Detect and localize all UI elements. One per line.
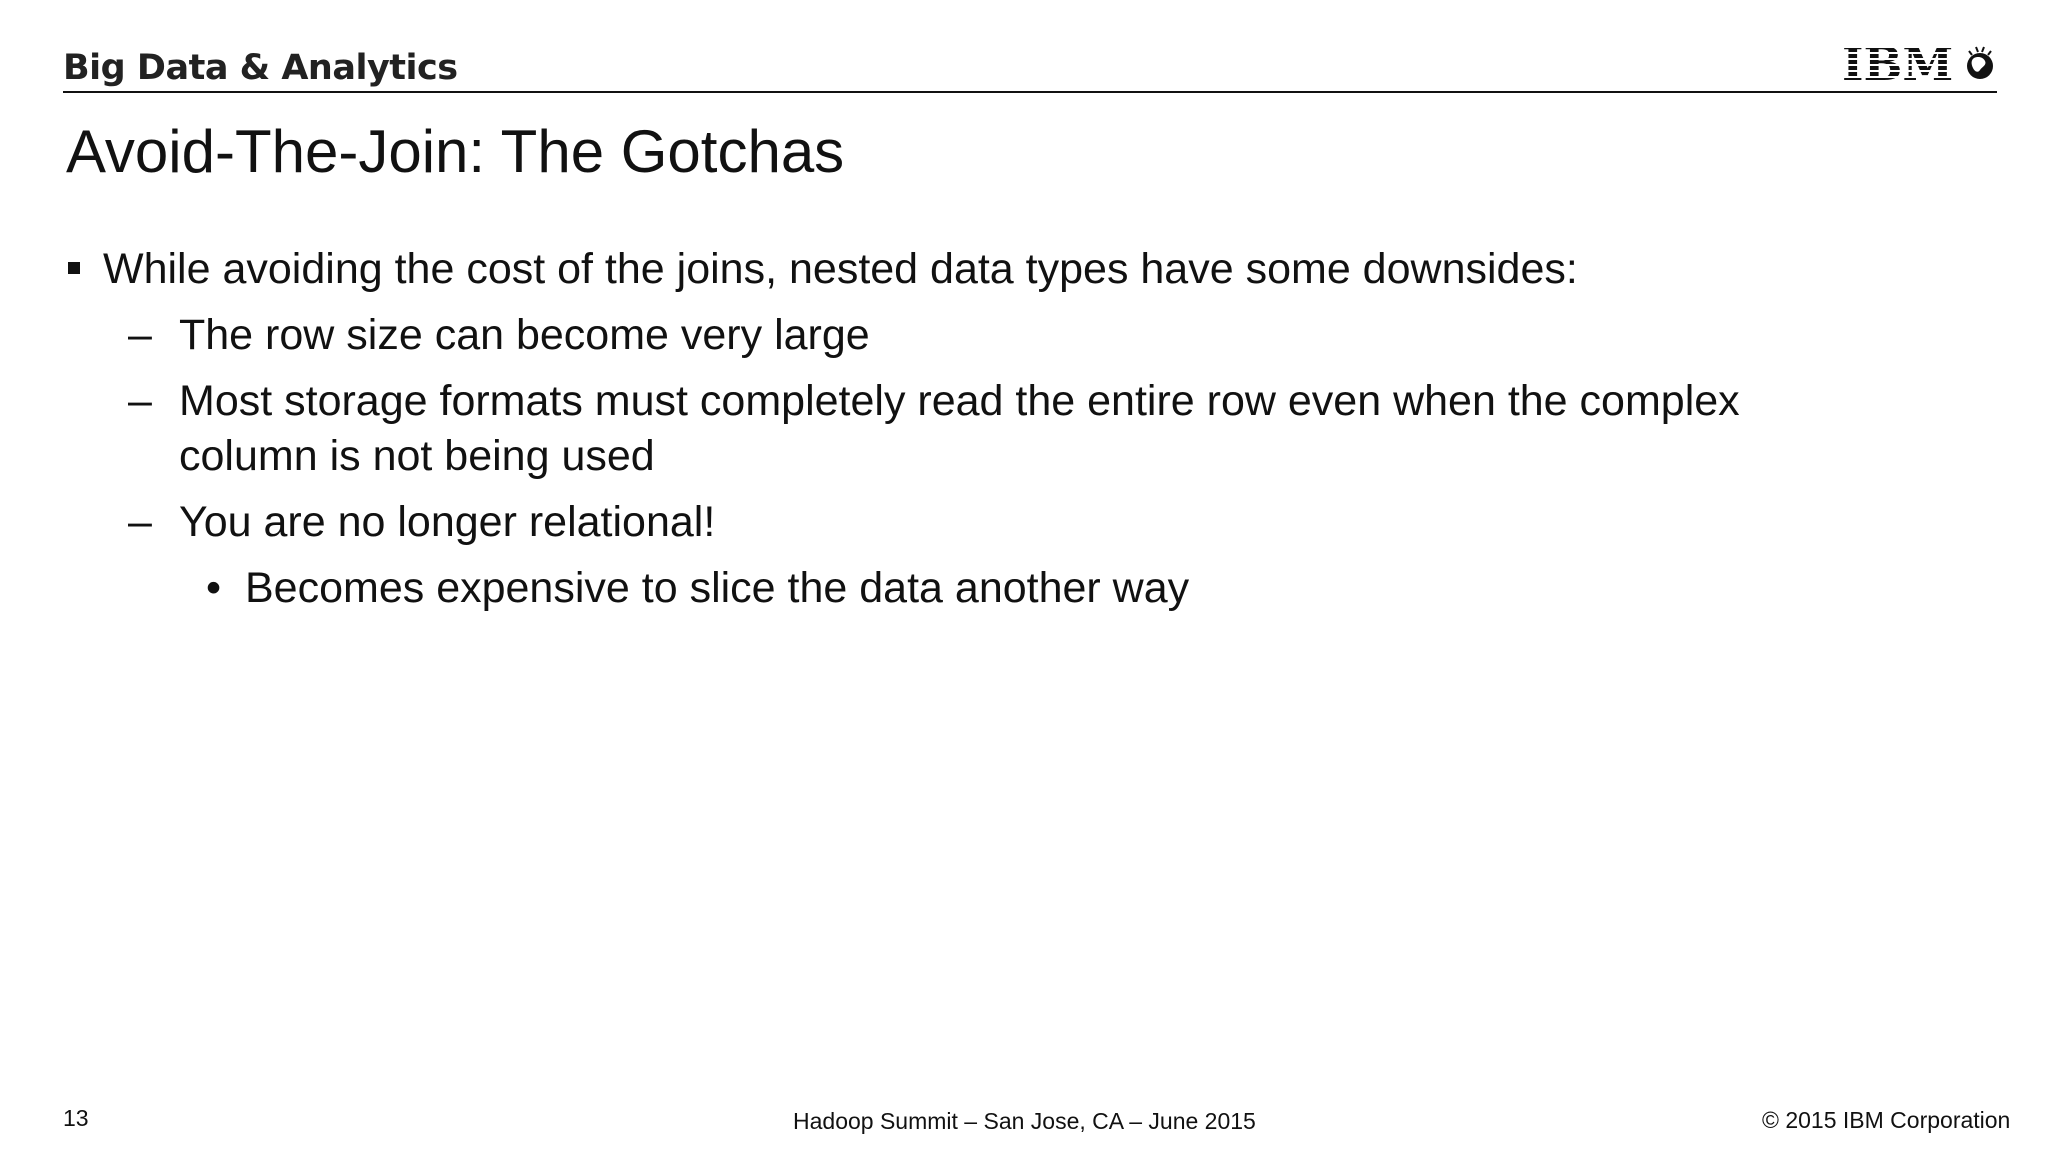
slide-title: Avoid-The-Join: The Gotchas	[66, 118, 845, 185]
footer-event: Hadoop Summit – San Jose, CA – June 2015	[793, 1108, 1256, 1134]
dash-marker: –	[128, 377, 152, 425]
bullet-level3: Becomes expensive to slice the data another way	[245, 564, 1190, 612]
bullet-level2-continuation: column is not being used	[179, 432, 655, 480]
bullet-level2: You are no longer relational!	[179, 498, 716, 546]
header-divider	[63, 91, 1997, 93]
bullet-square-icon	[68, 262, 80, 274]
bullet-level1: While avoiding the cost of the joins, nested data types have some downsides:	[103, 245, 1578, 293]
dash-marker: –	[128, 311, 152, 359]
header-brand: Big Data & Analytics	[63, 48, 458, 88]
page-number: 13	[63, 1105, 89, 1131]
bullet-level2: The row size can become very large	[179, 311, 870, 359]
bullet-level2: Most storage formats must completely read the entire row even when the complex	[179, 377, 1740, 425]
ibm-logo	[1842, 40, 2002, 88]
dot-marker: •	[206, 564, 222, 612]
globe-icon	[1967, 47, 1993, 79]
footer-copyright: © 2015 IBM Corporation	[1762, 1107, 2011, 1133]
dash-marker: –	[128, 498, 152, 546]
